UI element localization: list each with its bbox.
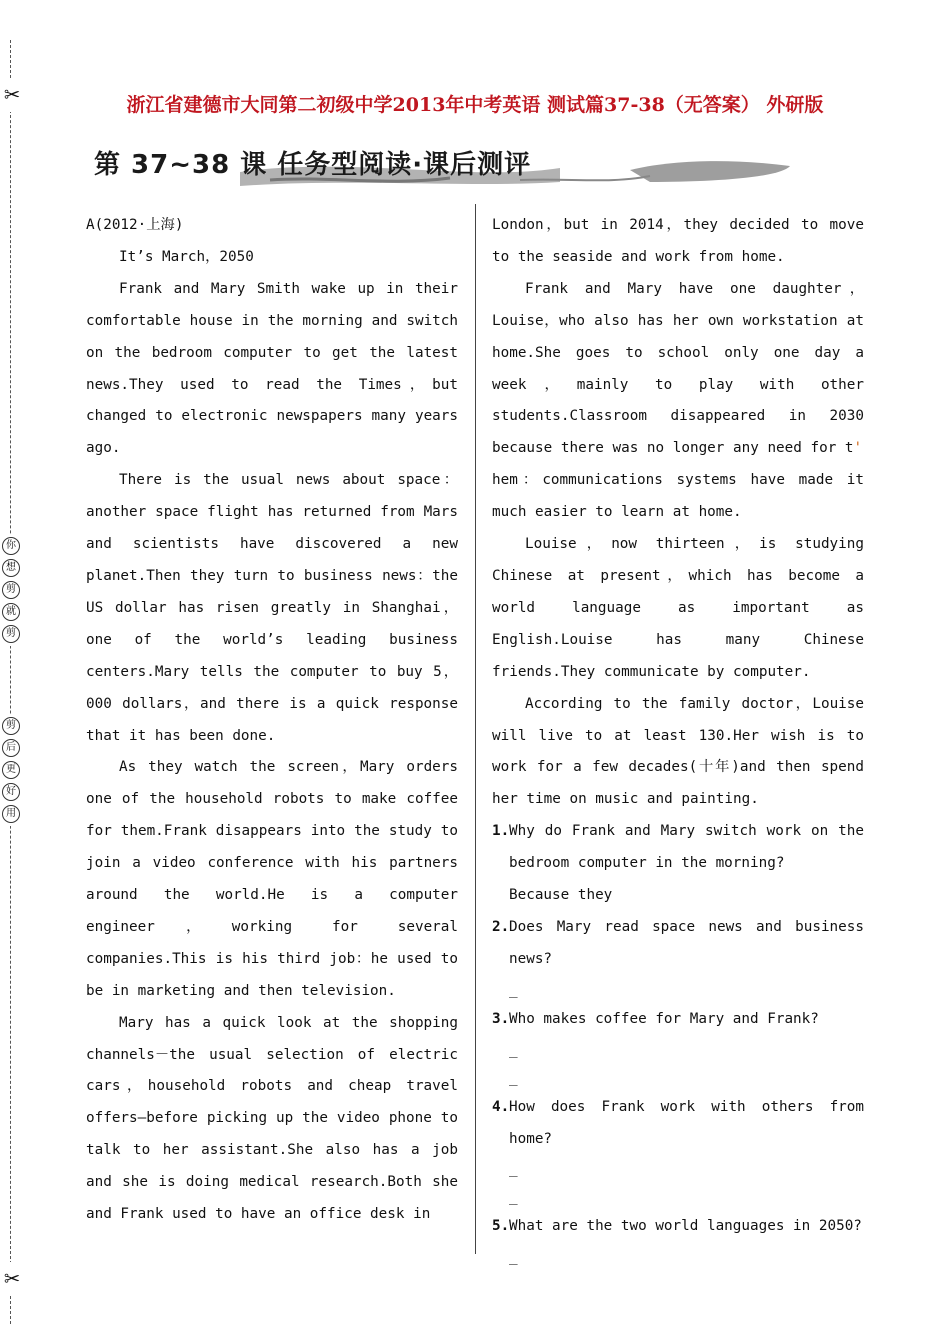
passage-label: A(2012·上海) xyxy=(86,217,184,233)
question-3 xyxy=(492,1004,864,1036)
scissors-icon: ✂ xyxy=(0,1262,24,1296)
question-number: 3. xyxy=(492,1010,510,1027)
answer-blank[interactable]: _ xyxy=(509,1189,518,1206)
paragraph: As they watch the screen，Mary orders one of the household robots to make coffee for them.Frank disappears into the study to join a video conference with his partners around the world.He is a computer engineer，working for several companies.This is his third job：he used to be in marketing and then television. xyxy=(86,759,458,999)
answer-blank[interactable]: _ xyxy=(509,1249,518,1266)
circle-char: 就 xyxy=(2,603,20,621)
question-4 xyxy=(492,1092,864,1156)
question-2 xyxy=(492,912,864,976)
scissors-icon: ✂ xyxy=(0,78,24,112)
paragraph: hem：communications systems have made it much easier to learn at home. xyxy=(492,472,864,521)
hint-mark: ' xyxy=(853,440,863,457)
answer-blank[interactable]: _ xyxy=(509,1041,518,1058)
question-1 xyxy=(492,816,864,880)
circle-char: 后 xyxy=(2,739,20,757)
paragraph: Louise，now thirteen，is studying Chinese at present，which has become a world language as important as English.Louise has many Chinese friends.They communicate by computer. xyxy=(492,536,864,680)
circle-char: 好 xyxy=(2,783,20,801)
circle-char: 更 xyxy=(2,761,20,779)
circle-char: 剪 xyxy=(2,581,20,599)
circle-char: 剪 xyxy=(2,717,20,735)
question-text: Why do Frank and Mary switch work on the bedroom computer in the morning? xyxy=(509,823,864,872)
question-text: Who makes coffee for Mary and Frank? xyxy=(509,1010,819,1027)
question-number: 5. xyxy=(492,1218,510,1235)
paragraph: There is the usual news about space：another space flight has returned from Mars and scientists have discovered a new planet.Then they turn to business news：the US dollar has risen greatly in Shanghai，one of the world’s leading business centers.Mary tells the computer to buy 5，000 dollars，and there is a quick response that it has been done. xyxy=(86,472,458,744)
question-5 xyxy=(492,1211,864,1243)
question-number: 4. xyxy=(492,1098,510,1115)
question-text: What are the two world languages in 2050? xyxy=(509,1218,862,1235)
question-text: How does Frank work with others from home? xyxy=(509,1098,864,1147)
lesson-banner xyxy=(90,142,810,188)
paragraph: According to the family doctor，Louise will live to at least 130.Her wish is to work for a few decades(十年)and then spend her time on music and painting. xyxy=(492,695,864,808)
paragraph: Frank and Mary Smith wake up in their comfortable house in the morning and switch on the bedroom computer to get the latest news.They used to read the Times，but changed to electronic newspapers many years ago. xyxy=(86,280,458,457)
document-title: 浙江省建德市大同第二初级中学2013年中考英语 测试篇37-38（无答案） 外研版 xyxy=(126,94,824,116)
cut-line xyxy=(10,40,11,1324)
margin-circles-top xyxy=(1,534,21,646)
paragraph xyxy=(492,274,864,465)
paragraph: Mary has a quick look at the shopping channels－the usual selection of electric cars，household robots and cheap travel offers—before picking up the video phone to talk to her assistant.She also has a job and she is doing medical research.Both she and Frank used to have an office desk in xyxy=(86,1014,458,1223)
question-text: Does Mary read space news and business news? xyxy=(509,918,864,967)
answer-prefix: Because they xyxy=(509,887,613,904)
passage-date: It’s March，2050 xyxy=(119,248,254,265)
left-column xyxy=(86,210,458,1231)
circle-char: 你 xyxy=(2,537,20,555)
paragraph: London，but in 2014，they decided to move to the seaside and work from home. xyxy=(492,217,864,265)
circle-char: 想 xyxy=(2,559,20,577)
question-number: 1. xyxy=(492,823,510,840)
answer-blank[interactable]: _ xyxy=(509,981,518,998)
margin-circles-bottom xyxy=(1,714,21,826)
answer-blank[interactable]: _ xyxy=(509,1161,518,1178)
circle-char: 用 xyxy=(2,805,20,823)
question-number: 2. xyxy=(492,918,510,935)
right-column xyxy=(492,210,864,1271)
answer-blank[interactable]: _ xyxy=(509,1069,518,1086)
banner-text: 第 37~38 课 任务型阅读·课后测评 xyxy=(94,150,532,180)
circle-char: 剪 xyxy=(2,625,20,643)
paragraph-text: Frank and Mary have one daughter，Louise，who also has her own workstation at home.She goes to school only one day a week，mainly to play with other students.Classroom disappeared in 2030 because there was no longer any need for t xyxy=(492,280,864,457)
column-divider xyxy=(475,204,476,1254)
